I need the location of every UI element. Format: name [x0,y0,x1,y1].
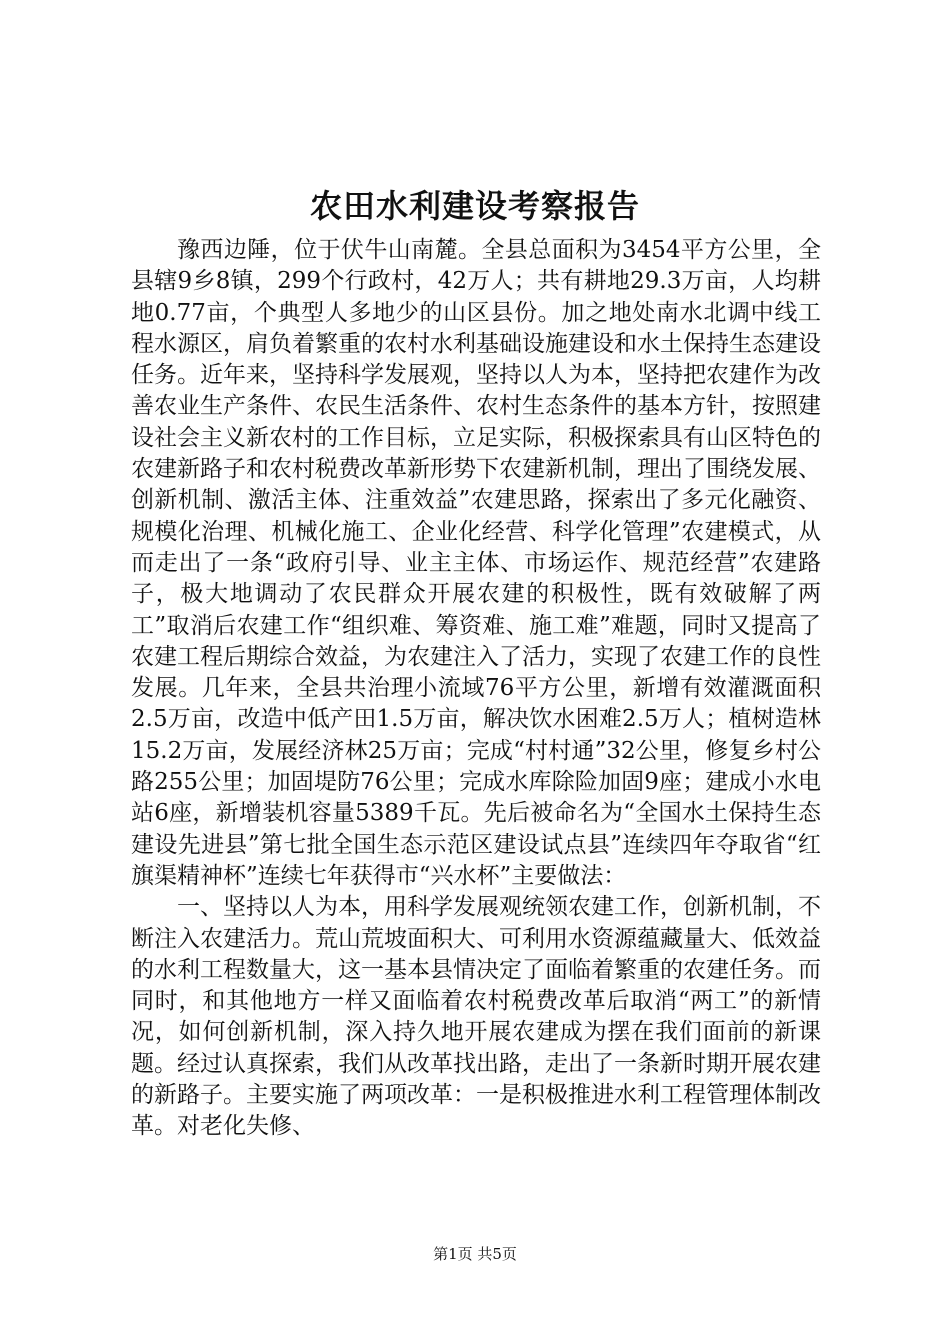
document-title: 农田水利建设考察报告 [309,187,640,225]
paragraph-intro: 豫西边陲，位于伏牛山南麓。全县总面积为3454平方公里，全县辖9乡8镇，299个行政村，42万人；共有耕地29.3万亩，人均耕地0.77亩，个典型人多地少的山区县份。加之地处南水北调中线工程水源区，肩负着繁重的农村水利基础设施建设和水土保持生态建设任务。近年来，坚持科学发展观，坚持以人为本，坚持把农建作为改善农业生产条件、农民生活条件、农村生态条件的基本方针，按照建设社会主义新农村的工作目标，立足实际，积极探索具有山区特色的农建新路子和农村税费改革新形势下农建新机制，理出了围绕发展、创新机制、激活主体、注重效益”农建思路，探索出了多元化融资、规模化治理、机械化施工、企业化经营、科学化管理”农建模式，从而走出了一条“政府引导、业主主体、市场运作、规范经营”农建路子，极大地调动了农民群众开展农建的积极性，既有效破解了两工”取消后农建工作“组织难、筹资难、施工难”难题，同时又提高了农建工程后期综合效益，为农建注入了活力，实现了农建工作的良性发展。几年来，全县共治理小流域76平方公里，新增有效灌溉面积2.5万亩，改造中低产田1.5万亩，解决饮水困难2.5万人；植树造林15.2万亩，发展经济林25万亩；完成“村村通”32公里，修复乡村公路255公里；加固堤防76公里；完成水库除险加固9座；建成小水电站6座，新增装机容量5389千瓦。先后被命名为“全国水土保持生态建设先进县”第七批全国生态示范区建设试点县”连续四年夺取省“红旗渠精神杯”连续七年获得市“兴水杯”主要做法： [131,237,821,889]
paragraph-section-1: 一、坚持以人为本，用科学发展观统领农建工作，创新机制，不断注入农建活力。荒山荒坡面积大、可利用水资源蕴藏量大、低效益的水利工程数量大，这一基本县情决定了面临着繁重的农建任务。而同时，和其他地方一样又面临着农村税费改革后取消“两工”的新情况，如何创新机制，深入持久地开展农建成为摆在我们面前的新课题。经过认真探索，我们从改革找出路，走出了一条新时期开展农建的新路子。主要实施了两项改革：一是积极推进水利工程管理体制改革。对老化失修、 [131,894,821,1140]
document-body [131,235,821,1143]
page-number-footer: 第1页 共5页 [433,1245,517,1263]
